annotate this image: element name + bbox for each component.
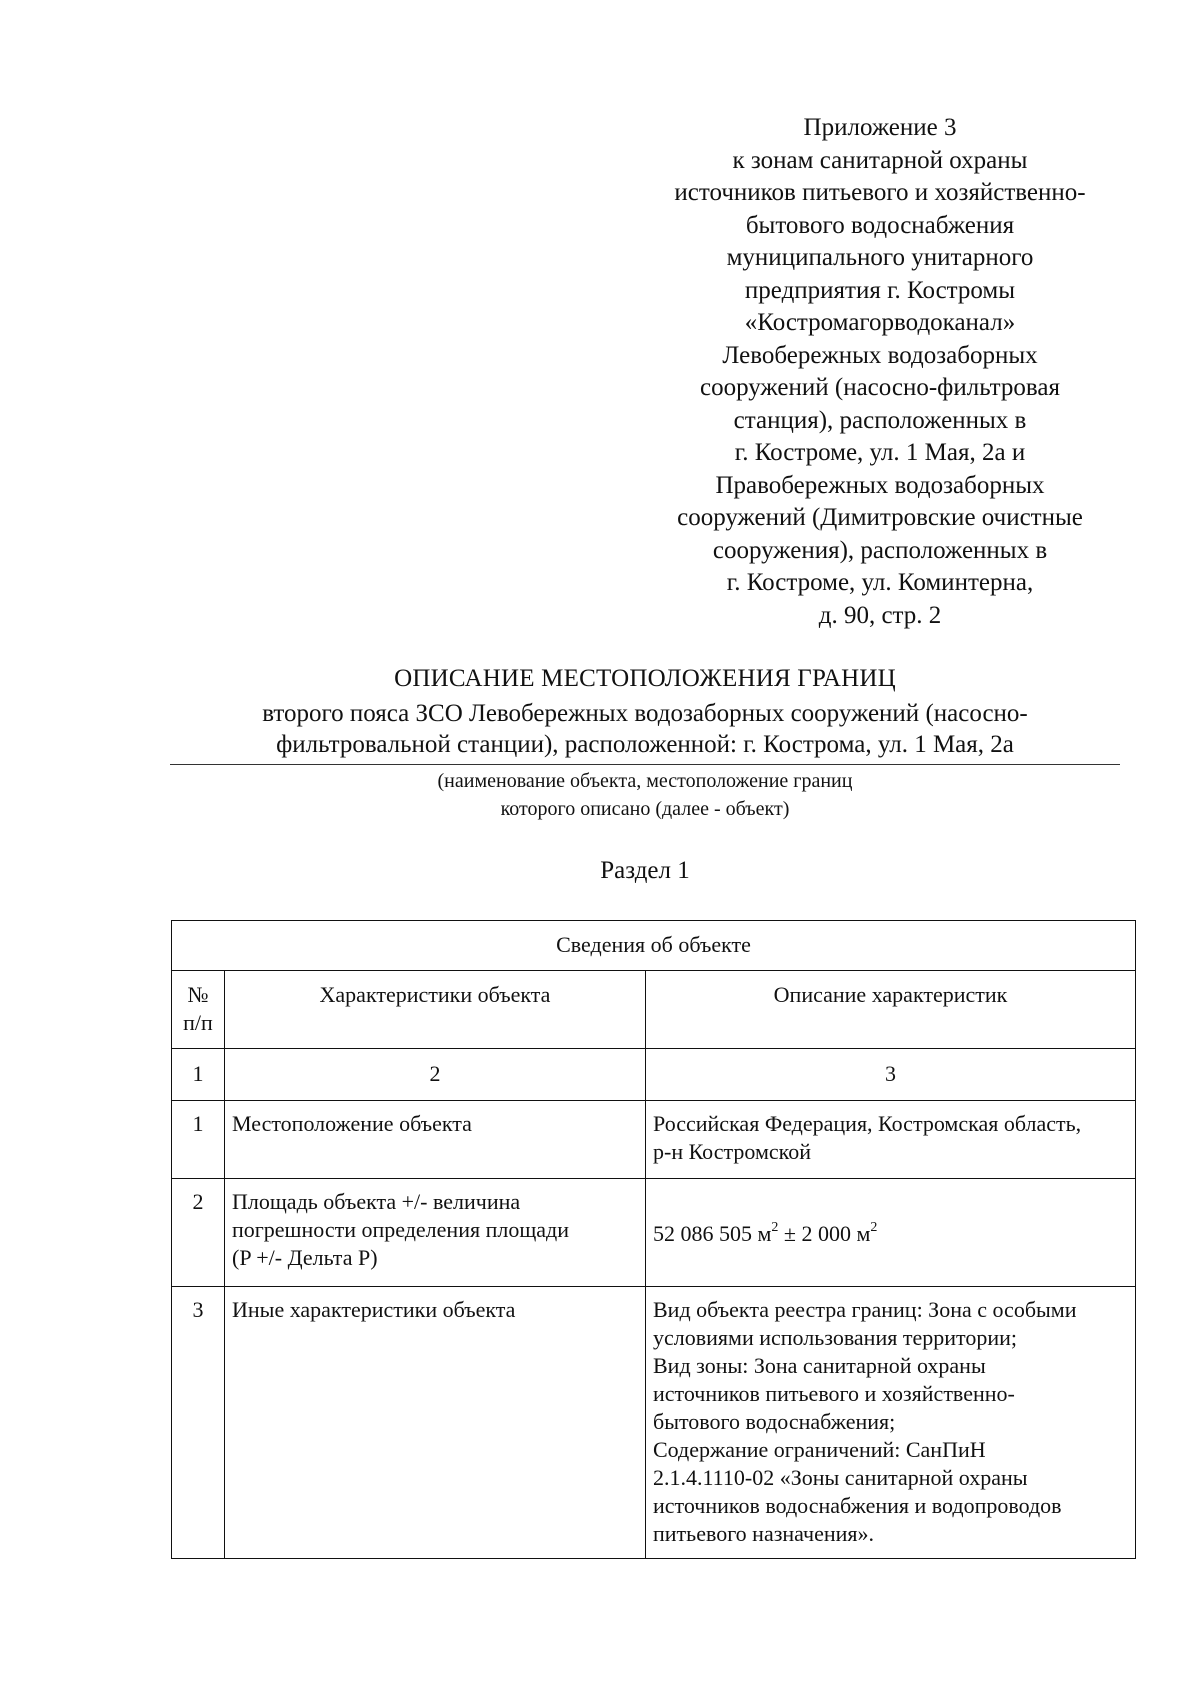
area-exponent: 2 (771, 1219, 779, 1235)
header-num (172, 971, 225, 1049)
appendix-line: «Костромагорводоканал» (744, 309, 1016, 336)
area-number: 52 086 505 м (653, 1220, 772, 1246)
caption-line: (наименование объекта, местоположение границ (437, 770, 853, 792)
header-description: Описание характеристик (646, 971, 1136, 1049)
description-line: Российская Федерация, Костромская область, (653, 1111, 1082, 1136)
column-number: 2 (225, 1049, 646, 1101)
area-value (646, 1179, 1136, 1287)
header-characteristics: Характеристики объекта (225, 971, 646, 1049)
header-num-line: п/п (183, 1010, 213, 1035)
object-name-caption (170, 767, 1120, 823)
table-row (172, 1101, 1136, 1179)
characteristic-line: Площадь объекта +/- величина (232, 1189, 521, 1214)
object-name (170, 698, 1120, 760)
area-line (653, 1220, 1129, 1248)
row-description (646, 1287, 1136, 1559)
characteristic-line: (P +/- Дельта P) (232, 1245, 378, 1270)
appendix-header (640, 112, 1120, 632)
table-caption: Сведения об объекте (172, 921, 1136, 971)
appendix-line: источников питьевого и хозяйственно- (674, 179, 1086, 206)
description-line: бытового водоснабжения; (653, 1409, 896, 1434)
appendix-line: г. Костроме, ул. 1 Мая, 2а и (734, 439, 1026, 466)
object-info-table (171, 920, 1136, 1559)
description-line: питьевого назначения». (653, 1521, 875, 1546)
header-num-line: № (187, 982, 209, 1007)
table-caption-row (172, 921, 1136, 971)
appendix-line: д. 90, стр. 2 (818, 601, 942, 629)
description-line: источников водоснабжения и водопроводов (653, 1493, 1062, 1518)
appendix-line: Правобережных водозаборных (715, 471, 1045, 499)
appendix-line: предприятия г. Костромы (744, 276, 1016, 304)
description-line: условиями использования территории; (653, 1325, 1017, 1350)
appendix-line: Левобережных водозаборных (722, 341, 1038, 369)
table-row (172, 1287, 1136, 1559)
column-number-row (172, 1049, 1136, 1101)
description-line: 2.1.4.1110-02 «Зоны санитарной охраны (653, 1465, 1028, 1490)
appendix-line: бытового водоснабжения (745, 211, 1015, 239)
appendix-line: сооружений (насосно-фильтровая (700, 374, 1060, 401)
row-characteristic (225, 1287, 646, 1559)
underline-divider (170, 764, 1120, 765)
appendix-line: сооружения), расположенных в (712, 536, 1048, 564)
object-name-line: фильтровальной станции), расположенной: г. Кострома, ул. 1 Мая, 2а (276, 731, 1014, 758)
column-number: 3 (646, 1049, 1136, 1101)
description-line: р-н Костромской (653, 1139, 811, 1164)
description-line: Вид зоны: Зона санитарной охраны (653, 1353, 986, 1378)
characteristic-line: погрешности определения площади (232, 1217, 570, 1242)
area-tolerance: ± 2 000 м (778, 1220, 871, 1246)
row-description (646, 1101, 1136, 1179)
row-num: 3 (172, 1287, 225, 1559)
table-row (172, 1179, 1136, 1287)
table-header-row (172, 971, 1136, 1049)
appendix-line: г. Костроме, ул. Коминтерна, (726, 569, 1034, 596)
column-number: 1 (172, 1049, 225, 1101)
caption-line: которого описано (далее - объект) (500, 798, 790, 820)
description-line: источников питьевого и хозяйственно- (653, 1381, 1015, 1406)
appendix-line: Приложение 3 (803, 114, 957, 141)
appendix-line: станция), расположенных в (733, 406, 1027, 434)
tolerance-exponent: 2 (870, 1219, 878, 1235)
row-characteristic (225, 1101, 646, 1179)
description-line: Вид объекта реестра границ: Зона с особыми (653, 1297, 1077, 1322)
object-name-line: второго пояса ЗСО Левобережных водозаборных сооружений (насосно- (262, 700, 1028, 727)
document-title: ОПИСАНИЕ МЕСТОПОЛОЖЕНИЯ ГРАНИЦ (394, 665, 896, 692)
row-num: 1 (172, 1101, 225, 1179)
row-characteristic (225, 1179, 646, 1287)
characteristic-line: Иные характеристики объекта (232, 1297, 516, 1322)
appendix-line: к зонам санитарной охраны (732, 146, 1028, 174)
characteristic-line: Местоположение объекта (232, 1111, 472, 1136)
appendix-line: муниципального унитарного (726, 244, 1034, 271)
description-line: Содержание ограничений: СанПиН (653, 1437, 986, 1462)
section-title: Раздел 1 (600, 857, 690, 884)
row-num: 2 (172, 1179, 225, 1287)
appendix-line: сооружений (Димитровские очистные (677, 504, 1083, 531)
